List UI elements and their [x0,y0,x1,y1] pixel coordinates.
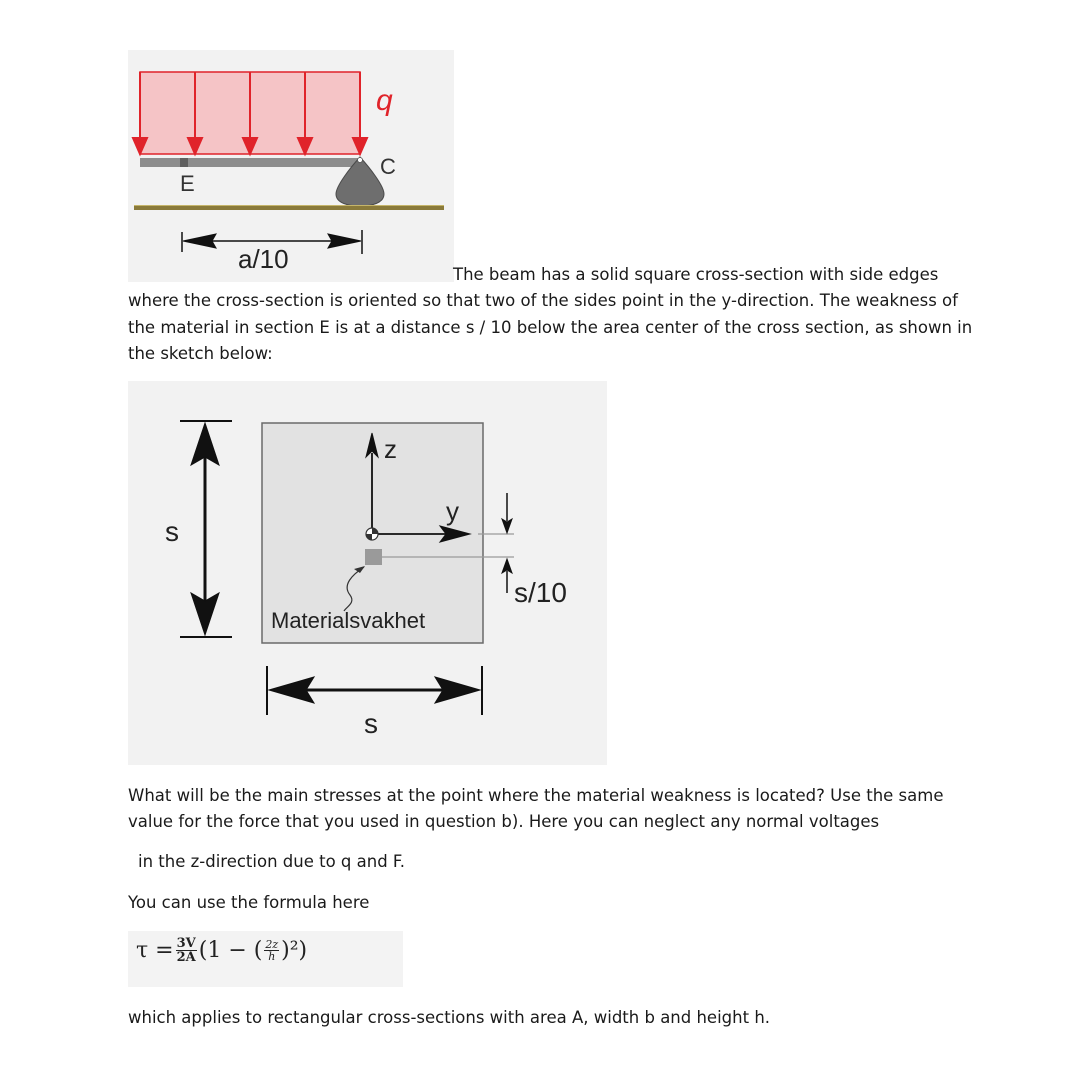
weakness-marker [365,549,382,565]
z-axis-label: z [384,434,397,464]
paragraph-1-line-2: where the cross-section is oriented so that two of the sides point in the y-direction. The weakness of [128,291,958,310]
paragraph-4: You can use the formula here [128,893,370,912]
load-label: q [376,84,393,117]
paragraph-5: which applies to rectangular cross-sections with area A, width b and height h. [128,1008,771,1027]
formula-box [128,931,403,987]
paragraph-3: in the z-direction due to q and F. [138,852,406,871]
paragraph-1-line-1: The beam has a solid square cross-section with side edges [453,265,939,284]
paragraph-1-line-4: the sketch below: [128,344,273,363]
cross-section-diagram [128,381,607,765]
formula-close: )²) [281,938,308,963]
paragraph-2-line-1: What will be the main stresses at the point where the material weakness is located? Use the same [128,786,944,805]
height-label: s [165,516,179,547]
beam-figure [128,50,454,282]
section-label: E [180,171,195,196]
beam [140,158,362,167]
paragraph-2-line-2: value for the force that you used in question b). Here you can neglect any normal voltages [128,812,880,831]
beam-diagram [128,50,454,282]
width-label: s [364,708,378,739]
ground [134,206,444,210]
support-label: C [380,154,396,179]
offset-label: s/10 [514,577,567,608]
paragraph-1-line-3: the material in section E is at a distance s / 10 below the area center of the cross section, as shown in [128,318,973,337]
cross-section-figure [128,381,607,765]
weakness-label: Materialsvakhet [271,608,426,633]
y-axis-label: y [446,496,459,526]
formula-inner-fraction: $\frac{2z}{h}$ [265,938,279,963]
shear-stress-formula [136,937,307,964]
section-e-marker [180,158,188,167]
dimension-label: a/10 [238,244,289,274]
formula-coefficient: $\frac{3V}{2A}$ [176,936,196,965]
formula-open: (1 − ( [198,938,263,963]
formula-lhs: τ = [136,938,174,963]
